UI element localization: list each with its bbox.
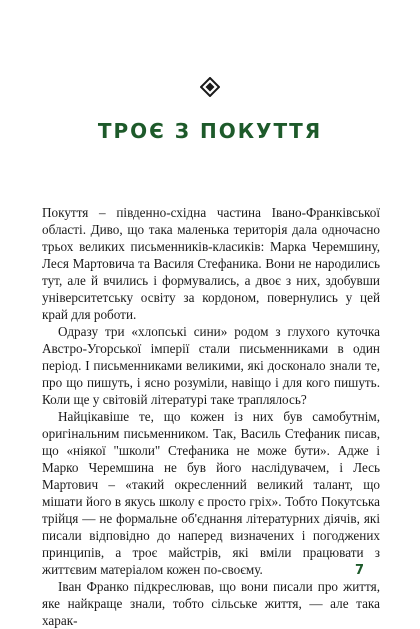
paragraph: Іван Франко підкреслював, що вони писали про життя, яке найкраще знали, тобто сільське життя, — але така харак- — [42, 579, 380, 628]
chapter-title: ТРОЄ З ПОКУТТЯ — [97, 119, 323, 143]
diamond-ornament-icon — [200, 77, 220, 97]
page-number: 7 — [355, 563, 365, 578]
paragraph: Одразу три «хлопські сини» родом з глухого куточка Австро-Угорської імперії стали письменниками в один період. І письменниками великими, які досконало знали те, про що пишуть, і ясно розуміли, навіщо і для кого пишуть. Коли ще у світовій літературі таке траплялось? — [42, 324, 380, 407]
paragraph: Найцікавіше те, що кожен із них був самобутнім, оригінальним письменником. Так, Василь Стефаник писав, що «ніякої "школи" Стефаника не може бути». Адже і Марко Черемшина не був його наслідувачем, і Лесь Мартович – «такий окресленний великий талант, що мішати його в якусь школу є просто гріх». Тобто Покутська трійця — не формальне об'єднання літературних діячів, які писали відповідно до наперед визначених і погоджених принципів, а троє майстрів, які вміли працювати з життєвим матеріалом кожен по-своєму. — [42, 409, 380, 577]
paragraph: Покуття – південно-східна частина Івано-Франківської області. Диво, що така маленька територія дала одночасно трьох великих письменників-класиків: Марка Черемшину, Леся Мартовича та Василя Стефаника. Вони не народились тут, але й вчились і формувались, а двоє з них, здобувши університетську освіту за кордоном, повернулись у цей край для роботи. — [42, 205, 380, 322]
body-text — [42, 204, 380, 629]
